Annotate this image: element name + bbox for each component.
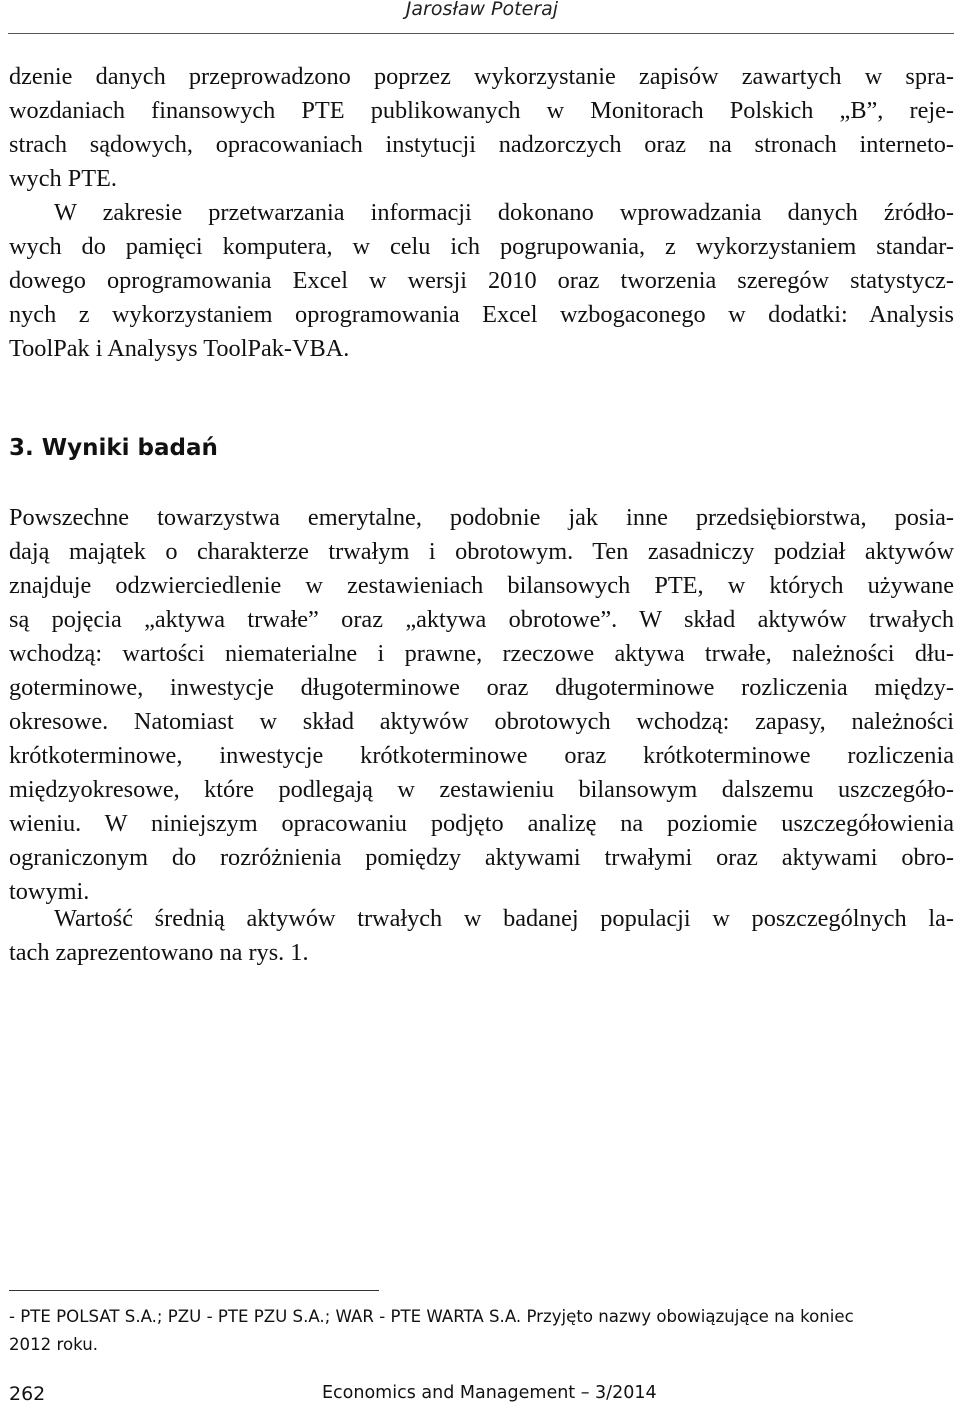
- text-line: Powszechne towarzystwa emerytalne, podobnie jak inne przedsiębiorstwa, posia-: [9, 504, 954, 531]
- text-line: dowego oprogramowania Excel w wersji 2010 oraz tworzenia szeregów statystycz-: [9, 267, 954, 294]
- text-line: wych do pamięci komputera, w celu ich pogrupowania, z wykorzystaniem standar-: [9, 233, 954, 260]
- paragraph-figure-reference: [9, 902, 954, 970]
- text-line: nych z wykorzystaniem oprogramowania Excel wzbogaconego w dodatki: Analysis: [9, 301, 954, 328]
- text-line: ToolPak i Analysys ToolPak-VBA.: [9, 335, 350, 362]
- text-line: ograniczonym do rozróżnienia pomiędzy aktywami trwałymi oraz aktywami obro-: [9, 844, 954, 871]
- footnote-line: - PTE POLSAT S.A.; PZU - PTE PZU S.A.; WAR - PTE WARTA S.A. Przyjęto nazwy obowiązujące na koniec: [9, 1307, 854, 1326]
- header-rule: [8, 33, 954, 34]
- text-line: dzenie danych przeprowadzono poprzez wykorzystanie zapisów zawartych w spra-: [9, 63, 954, 90]
- text-line: krótkoterminowe, inwestycje krótkoterminowe oraz krótkoterminowe rozliczenia: [9, 742, 954, 769]
- footnote: [9, 1303, 954, 1359]
- text-line: strach sądowych, opracowaniach instytucji nadzorczych oraz na stronach interneto-: [9, 131, 954, 158]
- text-line: okresowe. Natomiast w skład aktywów obrotowych wchodzą: zapasy, należności: [9, 708, 954, 735]
- running-head-author: Jarosław Poteraj: [405, 0, 558, 20]
- text-line: wych PTE.: [9, 165, 117, 192]
- text-line: Wartość średnią aktywów trwałych w badanej populacji w poszczególnych la-: [54, 905, 954, 932]
- text-line: W zakresie przetwarzania informacji dokonano wprowadzania danych źródło-: [54, 199, 954, 226]
- footnote-rule: [9, 1290, 379, 1291]
- journal-footer: Economics and Management – 3/2014: [322, 1383, 657, 1403]
- paragraph-assets-structure: [9, 501, 954, 909]
- paragraph-data-processing: [9, 196, 954, 366]
- text-line: goterminowe, inwestycje długoterminowe oraz długoterminowe rozliczenia między-: [9, 674, 954, 701]
- text-line: wozdaniach finansowych PTE publikowanych w Monitorach Polskich „B”, reje-: [9, 97, 954, 124]
- page-number: 262: [9, 1383, 46, 1405]
- text-line: wieniu. W niniejszym opracowaniu podjęto analizę na poziomie uszczegółowienia: [9, 810, 954, 837]
- text-line: wchodzą: wartości niematerialne i prawne, rzeczowe aktywa trwałe, należności dłu-: [9, 640, 954, 667]
- section-heading: 3. Wyniki badań: [9, 435, 218, 461]
- text-line: tach zaprezentowano na rys. 1.: [9, 939, 309, 966]
- paragraph-data-sources: [9, 60, 954, 196]
- text-line: międzyokresowe, które podlegają w zestawieniu bilansowym dalszemu uszczegóło-: [9, 776, 954, 803]
- text-line: znajduje odzwierciedlenie w zestawieniach bilansowych PTE, w których używane: [9, 572, 954, 599]
- text-line: towymi.: [9, 878, 90, 905]
- text-line: dają majątek o charakterze trwałym i obrotowym. Ten zasadniczy podział aktywów: [9, 538, 954, 565]
- footnote-line: 2012 roku.: [9, 1335, 99, 1354]
- text-line: są pojęcia „aktywa trwałe” oraz „aktywa obrotowe”. W skład aktywów trwałych: [9, 606, 954, 633]
